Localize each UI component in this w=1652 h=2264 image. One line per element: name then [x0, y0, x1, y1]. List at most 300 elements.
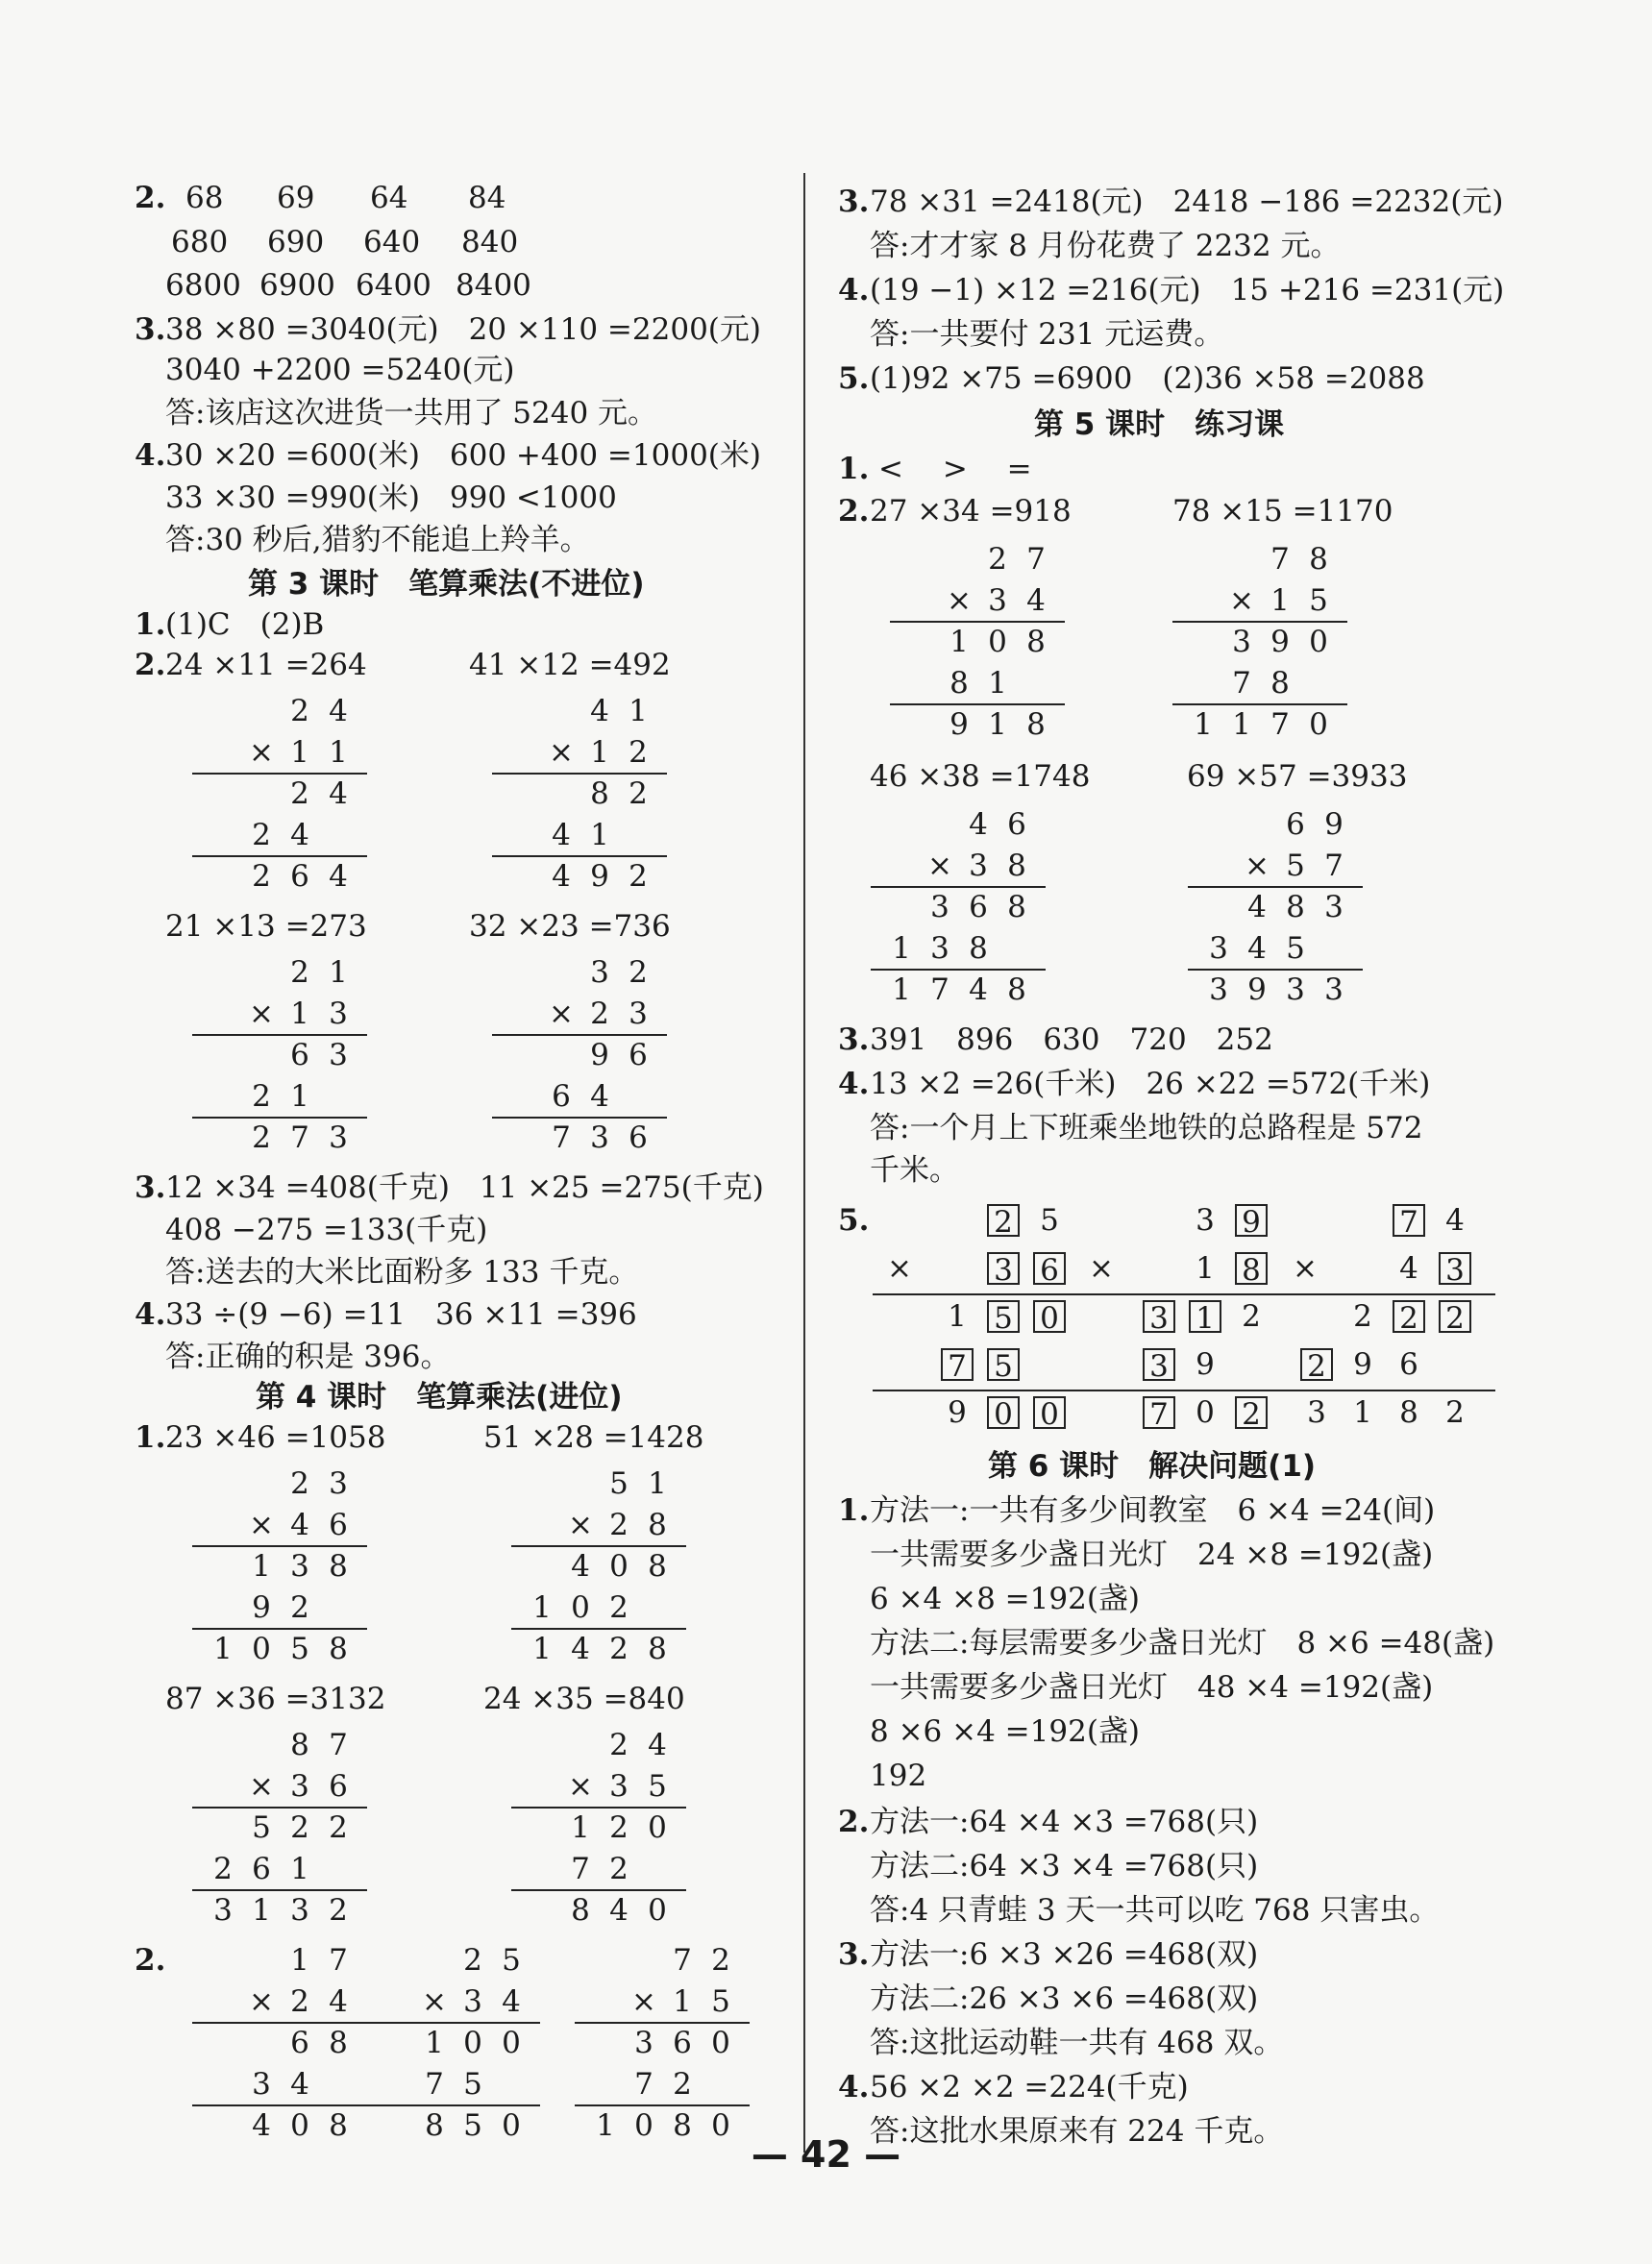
digit: 2 [290, 1590, 309, 1625]
calc-rule-line [871, 969, 1046, 971]
digit: 8 [648, 1549, 667, 1584]
calc-rule-line [511, 1628, 686, 1630]
digit: 4 [969, 807, 988, 842]
digit: 7 [552, 1120, 571, 1155]
s5-q4-answer-1: 答:一个月上下班乘坐地铁的总路程是 572 [870, 1111, 1423, 1145]
times-sign: × [568, 1769, 593, 1804]
digit: 4 [571, 1632, 590, 1666]
times-sign: × [549, 997, 574, 1031]
s6-q1-number: 1. [838, 1493, 870, 1528]
digit: 9 [949, 707, 969, 742]
digit: 1 [329, 735, 348, 770]
digit: 2 [629, 955, 648, 990]
calc-rule-line [873, 1390, 1090, 1391]
digit: 3 [329, 1120, 348, 1155]
digit: 4 [590, 694, 609, 728]
digit: 0 [648, 1893, 667, 1928]
s6-q4-number: 4. [838, 2070, 870, 2104]
digit: 8 [648, 1632, 667, 1666]
digit: 8 [1309, 542, 1328, 577]
digit: 3 [629, 997, 648, 1031]
s3-q3-number: 3. [135, 1170, 166, 1205]
s3-q2-eq-4: 32 ×23 =736 [469, 909, 671, 944]
s3-q2-eq-1: 24 ×11 =264 [165, 648, 367, 682]
digit: 8 [1007, 890, 1026, 924]
digit: 4 [590, 1079, 609, 1114]
digit: 8 [290, 1728, 309, 1762]
calc-rule-line [511, 1545, 686, 1547]
times-sign: × [947, 583, 972, 618]
digit: 4 [502, 1984, 521, 2019]
digit: 6 [969, 890, 988, 924]
digit: 2 [629, 859, 648, 894]
digit: 4 [1399, 1251, 1418, 1286]
digit: 2 [590, 997, 609, 1031]
digit: 1 [892, 931, 911, 966]
digit: 0 [1309, 707, 1328, 742]
digit: 6 [329, 1769, 348, 1804]
digit: 8 [1399, 1395, 1418, 1430]
s6-q4-line-1: 56 ×2 ×2 =224(千克) [870, 2070, 1189, 2104]
answer-box: 7 [1143, 1396, 1175, 1429]
s5-q3-text: 391 896 630 720 252 [870, 1022, 1273, 1057]
digit: 4 [290, 2067, 309, 2102]
s5-q3-number: 3. [838, 1022, 870, 1057]
section-4-heading: 第 4 课时 笔算乘法(进位) [256, 1380, 623, 1415]
digit: 2 [252, 1079, 271, 1114]
q2-number: 2. [135, 181, 166, 215]
digit: 1 [988, 707, 1007, 742]
digit: 2 [988, 542, 1007, 577]
digit: 4 [290, 1508, 309, 1542]
digit: 8 [1270, 666, 1290, 701]
digit: 1 [1270, 583, 1290, 618]
answer-box: 7 [941, 1348, 974, 1381]
s6-q2-line-2: 方法二:64 ×3 ×4 =768(只) [870, 1849, 1259, 1883]
calc-rule-line [192, 2104, 367, 2106]
digit: 4 [329, 694, 348, 728]
answer-box: 0 [987, 1396, 1020, 1429]
digit: 7 [329, 1728, 348, 1762]
digit: 9 [252, 1590, 271, 1625]
digit: 0 [502, 2026, 521, 2060]
digit: 1 [290, 1943, 309, 1978]
digit: 1 [1196, 1251, 1215, 1286]
calc-rule-line [192, 2022, 367, 2024]
digit: 1 [1353, 1395, 1372, 1430]
digit: 5 [290, 1632, 309, 1666]
digit: 1 [590, 735, 609, 770]
digit: 8 [1026, 625, 1046, 659]
calc-rule-line [192, 1117, 367, 1119]
digit: 1 [629, 694, 648, 728]
answer-box: 1 [1189, 1300, 1221, 1333]
times-sign: × [1229, 583, 1254, 618]
s5-q2-eq-1: 27 ×34 =918 [870, 494, 1072, 529]
calc-rule-line [871, 886, 1046, 888]
digit: 2 [629, 735, 648, 770]
calc-rule-line [1074, 1293, 1292, 1295]
s6-q2-number: 2. [838, 1805, 870, 1839]
digit: 2 [213, 1852, 233, 1886]
answer-box: 2 [1235, 1396, 1268, 1429]
digit: 3 [329, 1466, 348, 1501]
calc-rule-line [1172, 621, 1347, 623]
digit: 3 [1209, 931, 1228, 966]
answer-box: 2 [1439, 1300, 1471, 1333]
digit: 6 [290, 859, 309, 894]
digit: 7 [1232, 666, 1251, 701]
digit: 1 [290, 735, 309, 770]
calc-rule-line [192, 855, 367, 857]
digit: 1 [948, 1299, 967, 1334]
digit: 7 [930, 972, 949, 1007]
digit: 8 [329, 1632, 348, 1666]
r-q4-line-1: (19 −1) ×12 =216(元) 15 +216 =231(元) [870, 273, 1505, 308]
s6-q1-line-1: 方法一:一共有多少间教室 6 ×4 =24(间) [870, 1493, 1436, 1528]
s6-q1-line-5: 一共需要多少盏日光灯 48 ×4 =192(盏) [870, 1670, 1434, 1705]
digit: 3 [1324, 972, 1344, 1007]
s3-q4-number: 4. [135, 1297, 166, 1332]
s6-q2-answer: 答:4 只青蛙 3 天一共可以吃 768 只害虫。 [870, 1893, 1440, 1928]
s5-q1-number: 1. [838, 452, 870, 486]
digit: 1 [988, 666, 1007, 701]
digit: 2 [1353, 1299, 1372, 1334]
calc-rule-line [1278, 1293, 1495, 1295]
digit: 5 [1040, 1203, 1059, 1238]
s4-q1-eq-4: 24 ×35 =840 [483, 1682, 685, 1716]
digit: 0 [463, 2026, 482, 2060]
s5-q2-eq-4: 69 ×57 =3933 [1187, 759, 1408, 794]
q2-row-2-c: 640 [363, 225, 421, 259]
digit: 7 [1324, 849, 1344, 883]
q3-answer: 答:该店这次进货一共用了 5240 元。 [165, 396, 658, 431]
s6-q1-line-7: 192 [870, 1759, 927, 1793]
digit: 2 [609, 1728, 629, 1762]
digit: 3 [1232, 625, 1251, 659]
digit: 9 [1270, 625, 1290, 659]
s6-q3-line-2: 方法二:26 ×3 ×6 =468(双) [870, 1981, 1259, 2016]
digit: 4 [571, 1549, 590, 1584]
digit: 7 [425, 2067, 444, 2102]
digit: 2 [329, 1893, 348, 1928]
digit: 3 [329, 1038, 348, 1072]
digit: 2 [290, 1466, 309, 1501]
q3-line-1: 38 ×80 =3040(元) 20 ×110 =2200(元) [165, 312, 761, 347]
digit: 8 [949, 666, 969, 701]
digit: 9 [948, 1395, 967, 1430]
digit: 9 [590, 859, 609, 894]
digit: 3 [290, 1893, 309, 1928]
digit: 5 [463, 2067, 482, 2102]
digit: 7 [571, 1852, 590, 1886]
answer-box: 3 [1439, 1252, 1471, 1285]
digit: 8 [329, 2026, 348, 2060]
s5-q2-eq-2: 78 ×15 =1170 [1172, 494, 1393, 529]
digit: 3 [1209, 972, 1228, 1007]
s5-q4-number: 4. [838, 1067, 870, 1101]
s3-q3-line-2: 408 −275 =133(千克) [165, 1213, 488, 1247]
q2-row-1-a: 68 [185, 181, 224, 215]
digit: 2 [290, 955, 309, 990]
digit: 2 [609, 1810, 629, 1845]
calc-rule-line [192, 1545, 367, 1547]
calc-rule-line [575, 2104, 750, 2106]
digit: 9 [1247, 972, 1267, 1007]
digit: 8 [1026, 707, 1046, 742]
calc-rule-line [1172, 703, 1347, 705]
calc-rule-line [192, 1034, 367, 1036]
digit: 6 [673, 2026, 692, 2060]
digit: 1 [949, 625, 969, 659]
s6-q1-line-6: 8 ×6 ×4 =192(盏) [870, 1714, 1141, 1749]
answer-box: 2 [987, 1204, 1020, 1237]
digit: 9 [1353, 1347, 1372, 1382]
digit: 8 [1286, 890, 1305, 924]
digit: 1 [648, 1466, 667, 1501]
section-6-heading: 第 6 课时 解决问题(1) [988, 1449, 1317, 1484]
digit: 5 [609, 1466, 629, 1501]
calc-rule-line [192, 1807, 367, 1809]
calc-rule-line [1278, 1390, 1495, 1391]
calc-rule-line [1074, 1390, 1292, 1391]
digit: 2 [609, 1852, 629, 1886]
digit: 5 [252, 1810, 271, 1845]
calc-rule-line [492, 773, 667, 775]
s3-q2-eq-3: 21 ×13 =273 [165, 909, 367, 944]
digit: 3 [988, 583, 1007, 618]
digit: 7 [1026, 542, 1046, 577]
q4-answer: 答:30 秒后,猎豹不能追上羚羊。 [165, 523, 590, 557]
digit: 4 [609, 1893, 629, 1928]
answer-box: 2 [1300, 1348, 1333, 1381]
digit: 1 [252, 1893, 271, 1928]
digit: 7 [290, 1120, 309, 1155]
digit: 5 [1286, 849, 1305, 883]
r-q3-number: 3. [838, 185, 870, 219]
digit: 2 [629, 776, 648, 811]
section-3-heading: 第 3 课时 笔算乘法(不进位) [248, 567, 645, 602]
times-sign: × [249, 997, 274, 1031]
digit: 3 [930, 890, 949, 924]
digit: 4 [552, 859, 571, 894]
answer-box: 0 [1033, 1300, 1066, 1333]
digit: 1 [329, 955, 348, 990]
s5-q1-text: < > = [878, 452, 1032, 486]
times-sign: × [249, 735, 274, 770]
times-sign: × [568, 1508, 593, 1542]
q2-row-2-a: 680 [171, 225, 229, 259]
digit: 3 [1196, 1203, 1215, 1238]
digit: 1 [290, 1079, 309, 1114]
digit: 0 [502, 2108, 521, 2143]
q2-row-3-d: 8400 [456, 268, 531, 303]
s3-q3-answer: 答:送去的大米比面粉多 133 千克。 [165, 1255, 639, 1290]
answer-box: 5 [987, 1300, 1020, 1333]
digit: 3 [252, 2067, 271, 2102]
digit: 5 [711, 1984, 730, 2019]
digit: 6 [290, 1038, 309, 1072]
digit: 3 [213, 1893, 233, 1928]
digit: 3 [290, 1549, 309, 1584]
digit: 8 [590, 776, 609, 811]
digit: 3 [463, 1984, 482, 2019]
digit: 2 [252, 859, 271, 894]
digit: 6 [329, 1508, 348, 1542]
s5-q4-answer-2: 千米。 [870, 1153, 959, 1188]
s6-q4-answer: 答:这批水果原来有 224 千克。 [870, 2114, 1284, 2149]
s6-q3-answer: 答:这批运动鞋一共有 468 双。 [870, 2026, 1284, 2060]
answer-box: 6 [1033, 1252, 1066, 1285]
digit: 1 [290, 1852, 309, 1886]
digit: 0 [988, 625, 1007, 659]
digit: 7 [673, 1943, 692, 1978]
digit: 6 [1007, 807, 1026, 842]
answer-box: 3 [1143, 1348, 1175, 1381]
calc-rule-line [492, 1117, 667, 1119]
digit: 2 [290, 776, 309, 811]
calc-rule-line [873, 1293, 1090, 1295]
calc-rule-line [192, 1628, 367, 1630]
digit: 4 [290, 818, 309, 852]
s5-q5-number: 5. [838, 1203, 870, 1238]
digit: 9 [590, 1038, 609, 1072]
times-sign: × [1089, 1251, 1114, 1286]
digit: 3 [634, 2026, 653, 2060]
s6-q1-line-4: 方法二:每层需要多少盏日光灯 8 ×6 =48(盏) [870, 1626, 1495, 1661]
q3-number: 3. [135, 312, 166, 347]
digit: 0 [290, 2108, 309, 2143]
digit: 3 [590, 1120, 609, 1155]
digit: 4 [1026, 583, 1046, 618]
q2-row-3-b: 6900 [259, 268, 335, 303]
digit: 2 [609, 1508, 629, 1542]
calc-rule-line [492, 855, 667, 857]
digit: 8 [425, 2108, 444, 2143]
times-sign: × [249, 1984, 274, 2019]
r-q3-answer: 答:才才家 8 月份花费了 2232 元。 [870, 229, 1341, 263]
times-sign: × [1245, 849, 1270, 883]
digit: 3 [290, 1769, 309, 1804]
q4-line-1: 30 ×20 =600(米) 600 +400 =1000(米) [165, 438, 761, 473]
digit: 3 [969, 849, 988, 883]
digit: 8 [329, 1549, 348, 1584]
digit: 5 [502, 1943, 521, 1978]
digit: 2 [711, 1943, 730, 1978]
times-sign: × [927, 849, 952, 883]
digit: 2 [609, 1590, 629, 1625]
calc-rule-line [890, 621, 1065, 623]
digit: 1 [252, 1549, 271, 1584]
digit: 7 [329, 1943, 348, 1978]
digit: 4 [329, 776, 348, 811]
q2-row-1-d: 84 [468, 181, 506, 215]
digit: 0 [252, 1632, 271, 1666]
q2-row-3-a: 6800 [165, 268, 241, 303]
s3-q1-number: 1. [135, 607, 166, 642]
digit: 1 [290, 997, 309, 1031]
s3-q4-answer: 答:正确的积是 396。 [165, 1340, 451, 1374]
digit: 0 [1309, 625, 1328, 659]
digit: 3 [609, 1769, 629, 1804]
q2-row-1-b: 69 [277, 181, 315, 215]
digit: 3 [1286, 972, 1305, 1007]
digit: 8 [571, 1893, 590, 1928]
digit: 0 [648, 1810, 667, 1845]
digit: 1 [213, 1632, 233, 1666]
s5-q4-line-1: 13 ×2 =26(千米) 26 ×22 =572(千米) [870, 1067, 1431, 1101]
digit: 4 [329, 1984, 348, 2019]
s6-q1-line-2: 一共需要多少盏日光灯 24 ×8 =192(盏) [870, 1538, 1434, 1572]
s3-q2-eq-2: 41 ×12 =492 [469, 648, 671, 682]
r-q3-line-1: 78 ×31 =2418(元) 2418 −186 =2232(元) [870, 185, 1504, 219]
r-q5-line-1: (1)92 ×75 =6900 (2)36 ×58 =2088 [870, 361, 1425, 396]
digit: 4 [252, 2108, 271, 2143]
answer-box: 9 [1235, 1204, 1268, 1237]
times-sign: × [1293, 1251, 1318, 1286]
digit: 2 [252, 1120, 271, 1155]
digit: 5 [1286, 931, 1305, 966]
digit: 2 [609, 1632, 629, 1666]
digit: 1 [673, 1984, 692, 2019]
digit: 4 [1247, 890, 1267, 924]
times-sign: × [249, 1508, 274, 1542]
digit: 6 [252, 1852, 271, 1886]
s3-q4-line-1: 33 ÷(9 −6) =11 36 ×11 =396 [165, 1297, 637, 1332]
s6-q2-line-1: 方法一:64 ×4 ×3 =768(只) [870, 1805, 1259, 1839]
digit: 6 [290, 2026, 309, 2060]
s3-q1-text: (1)C (2)B [165, 607, 325, 642]
calc-rule-line [511, 1889, 686, 1891]
digit: 5 [463, 2108, 482, 2143]
digit: 1 [892, 972, 911, 1007]
digit: 1 [571, 1810, 590, 1845]
digit: 7 [634, 2067, 653, 2102]
calc-rule-line [575, 2022, 750, 2024]
s3-q2-number: 2. [135, 648, 166, 682]
digit: 2 [1242, 1299, 1261, 1334]
q2-row-2-b: 690 [267, 225, 325, 259]
digit: 1 [1232, 707, 1251, 742]
digit: 4 [1445, 1203, 1465, 1238]
s6-q3-line-1: 方法一:6 ×3 ×26 =468(双) [870, 1937, 1259, 1972]
digit: 4 [552, 818, 571, 852]
s4-q1-eq-2: 51 ×28 =1428 [483, 1420, 704, 1455]
digit: 8 [329, 2108, 348, 2143]
digit: 4 [969, 972, 988, 1007]
digit: 0 [711, 2108, 730, 2143]
calc-rule-line [890, 703, 1065, 705]
calc-rule-line [492, 1034, 667, 1036]
digit: 1 [425, 2026, 444, 2060]
digit: 8 [1007, 849, 1026, 883]
times-sign: × [249, 1769, 274, 1804]
q4-number: 4. [135, 438, 166, 473]
digit: 2 [290, 1984, 309, 2019]
digit: 6 [1286, 807, 1305, 842]
digit: 0 [609, 1549, 629, 1584]
digit: 1 [532, 1590, 552, 1625]
digit: 0 [1196, 1395, 1215, 1430]
s4-q2-number: 2. [135, 1943, 166, 1978]
answer-box: 3 [1143, 1300, 1175, 1333]
q4-line-2: 33 ×30 =990(米) 990 <1000 [165, 480, 617, 515]
digit: 2 [290, 1810, 309, 1845]
digit: 1 [590, 818, 609, 852]
s4-q1-number: 1. [135, 1420, 166, 1455]
digit: 5 [648, 1769, 667, 1804]
answer-box: 5 [987, 1348, 1020, 1381]
